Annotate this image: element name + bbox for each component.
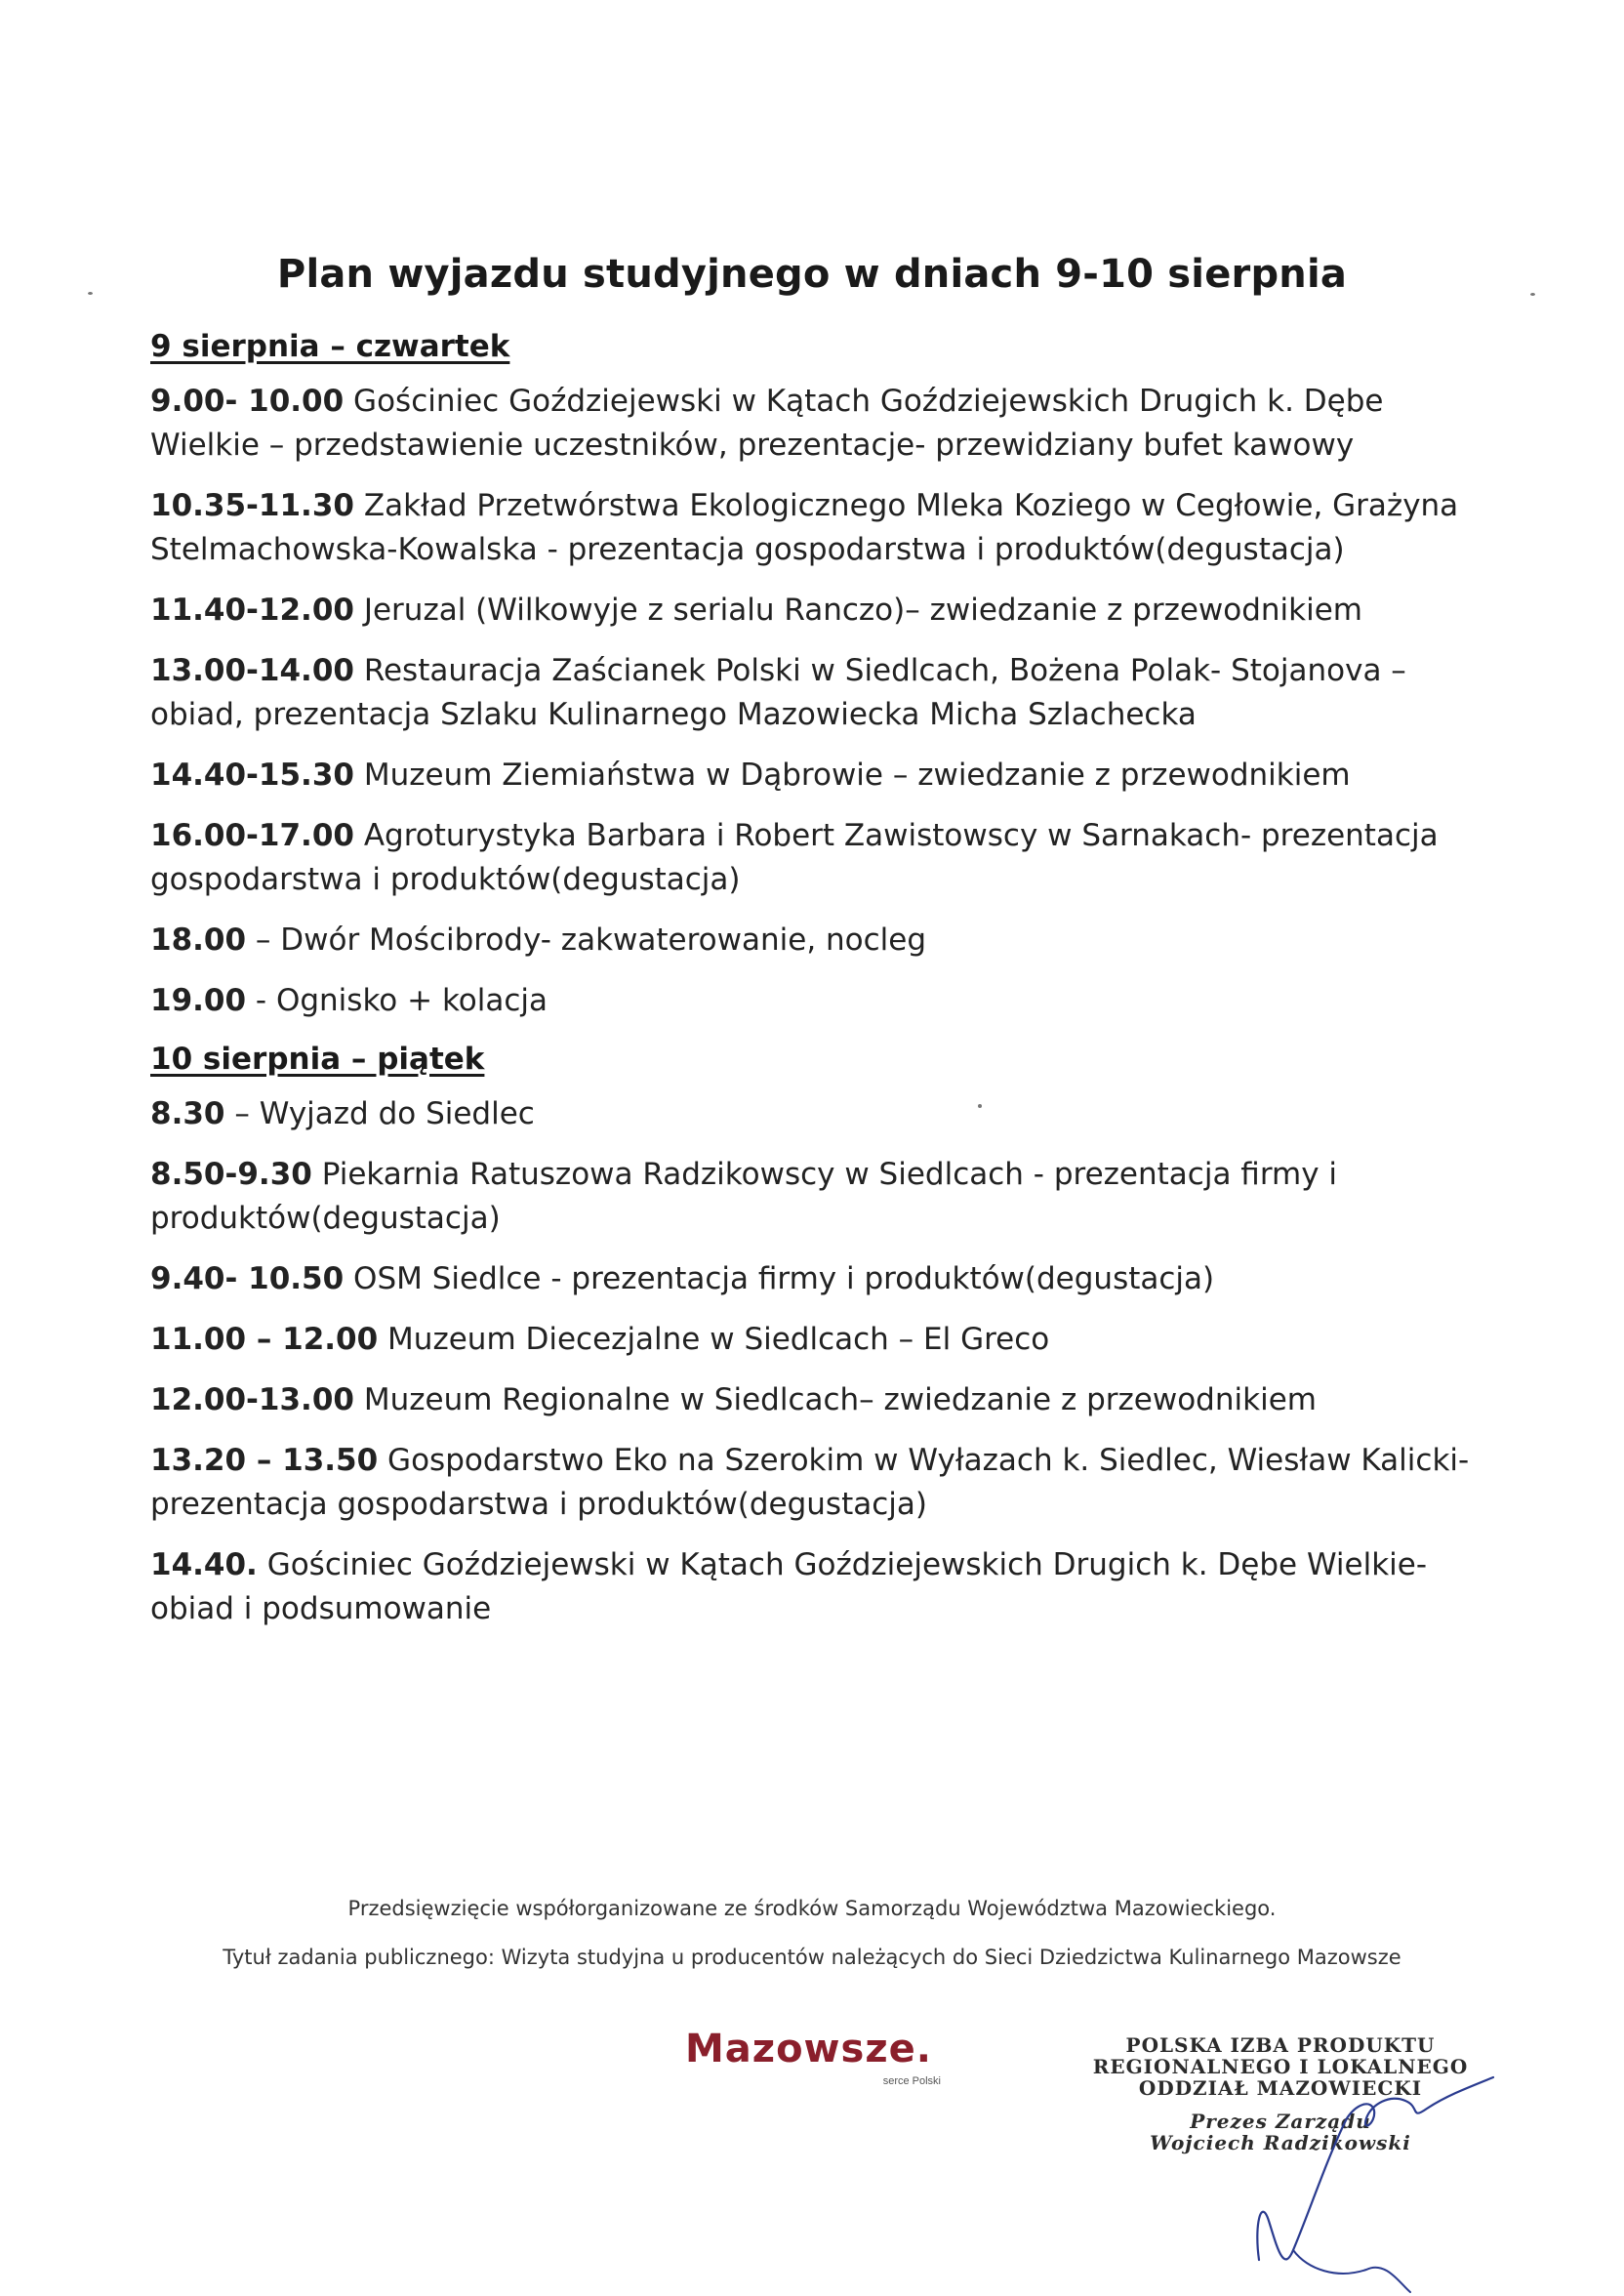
stamp-line-2: REGIONALNEGO I LOKALNEGO — [1092, 2055, 1469, 2078]
schedule-entry — [150, 1543, 1487, 1631]
entry-text: OSM Siedlce - prezentacja firmy i produktów(degustacja) — [344, 1261, 1215, 1296]
entry-text: Gościniec Goździejewski w Kątach Goździejewskich Drugich k. Dębe Wielkie – przedstawienie uczestników, prezentacje- przewidziany bufet kawowy — [150, 384, 1384, 463]
schedule-entry — [150, 1257, 1487, 1301]
entry-text: – Dwór Mościbrody- zakwaterowanie, nocleg — [246, 922, 927, 958]
scan-speck — [978, 1104, 982, 1108]
scan-speck — [1530, 293, 1535, 296]
entry-text: Zakład Przetwórstwa Ekologicznego Mleka Koziego w Cegłowie, Grażyna Stelmachowska-Kowalska - prezentacja gospodarstwa i produktów(degustacja) — [150, 488, 1459, 567]
schedule-entry — [150, 1378, 1487, 1422]
entry-time: 16.00-17.00 — [150, 818, 354, 853]
entry-text: Muzeum Regionalne w Siedlcach– zwiedzanie z przewodnikiem — [353, 1382, 1317, 1417]
schedule-entry — [150, 649, 1487, 737]
entry-time: 18.00 — [150, 922, 247, 958]
entry-time: 12.00-13.00 — [150, 1382, 354, 1417]
entry-time: 8.30 — [150, 1096, 225, 1131]
schedule-entry — [150, 754, 1487, 798]
day-heading-1: 9 sierpnia – czwartek — [150, 329, 510, 364]
entry-time: 10.35-11.30 — [150, 488, 354, 523]
entry-text: Jeruzal (Wilkowyje z serialu Ranczo)– zwiedzanie z przewodnikiem — [353, 593, 1363, 628]
schedule-entry — [150, 484, 1487, 572]
mazowsze-logo — [685, 2027, 949, 2095]
entry-text: - Ognisko + kolacja — [246, 983, 548, 1018]
day-heading-2: 10 sierpnia – piątek — [150, 1042, 485, 1077]
stamp-role: Prezes Zarządu — [1190, 2110, 1371, 2133]
stamp-person: Wojciech Radzikowski — [1150, 2131, 1411, 2154]
entry-time: 9.40- 10.50 — [150, 1261, 345, 1296]
entry-time: 8.50-9.30 — [150, 1157, 312, 1192]
entry-time: 19.00 — [150, 983, 247, 1018]
schedule — [150, 327, 1487, 1648]
stamp-line-1: POLSKA IZBA PRODUKTU — [1125, 2033, 1436, 2057]
logo-tagline: serce Polski — [882, 2075, 941, 2087]
handwritten-signature — [1200, 2050, 1532, 2294]
task-title-note: Tytuł zadania publicznego: Wizyta studyjna u producentów należących do Sieci Dziedzictwa Kulinarnego Mazowsze — [223, 1946, 1401, 1969]
entry-text: Muzeum Ziemiaństwa w Dąbrowie – zwiedzanie z przewodnikiem — [353, 758, 1351, 793]
entry-text: Restauracja Zaścianek Polski w Siedlcach, Bożena Polak- Stojanova – obiad, prezentacja Szlaku Kulinarnego Mazowiecka Micha Szlachecka — [150, 653, 1406, 732]
document-title: Plan wyjazdu studyjnego w dniach 9-10 sierpnia — [276, 252, 1348, 297]
entry-time: 13.20 – 13.50 — [150, 1443, 379, 1478]
entry-time: 11.40-12.00 — [150, 593, 354, 628]
entry-time: 14.40. — [150, 1547, 258, 1582]
schedule-entry — [150, 919, 1487, 963]
schedule-entry — [150, 1318, 1487, 1362]
entry-text: Piekarnia Ratuszowa Radzikowscy w Siedlcach - prezentacja firmy i produktów(degustacja) — [150, 1157, 1338, 1236]
entry-text: Muzeum Diecezjalne w Siedlcach – El Greco — [378, 1322, 1050, 1357]
entry-time: 14.40-15.30 — [150, 758, 354, 793]
entry-time: 11.00 – 12.00 — [150, 1322, 379, 1357]
entry-time: 13.00-14.00 — [150, 653, 354, 688]
stamp-line-3: ODDZIAŁ MAZOWIECKI — [1138, 2076, 1423, 2100]
schedule-entry — [150, 979, 1487, 1023]
schedule-entry — [150, 1153, 1487, 1241]
schedule-entry — [150, 589, 1487, 633]
entry-text: Gościniec Goździejewski w Kątach Goździejewskich Drugich k. Dębe Wielkie- obiad i podsumowanie — [150, 1547, 1428, 1626]
funding-note: Przedsięwzięcie współorganizowane ze środków Samorządu Województwa Mazowieckiego. — [347, 1897, 1277, 1920]
schedule-entry — [150, 814, 1487, 902]
entry-text: Gospodarstwo Eko na Szerokim w Wyłazach k. Siedlec, Wiesław Kalicki- prezentacja gospodarstwa i produktów(degustacja) — [150, 1443, 1470, 1522]
schedule-entry — [150, 1439, 1487, 1527]
scan-speck — [88, 292, 93, 295]
entry-time: 9.00- 10.00 — [150, 384, 345, 419]
schedule-entry — [150, 1092, 1487, 1136]
entry-text: – Wyjazd do Siedlec — [224, 1096, 535, 1131]
schedule-entry — [150, 380, 1487, 468]
logo-wordmark: Mazowsze. — [685, 2027, 932, 2071]
entry-text: Agroturystyka Barbara i Robert Zawistowscy w Sarnakach- prezentacja gospodarstwa i produktów(degustacja) — [150, 818, 1439, 897]
